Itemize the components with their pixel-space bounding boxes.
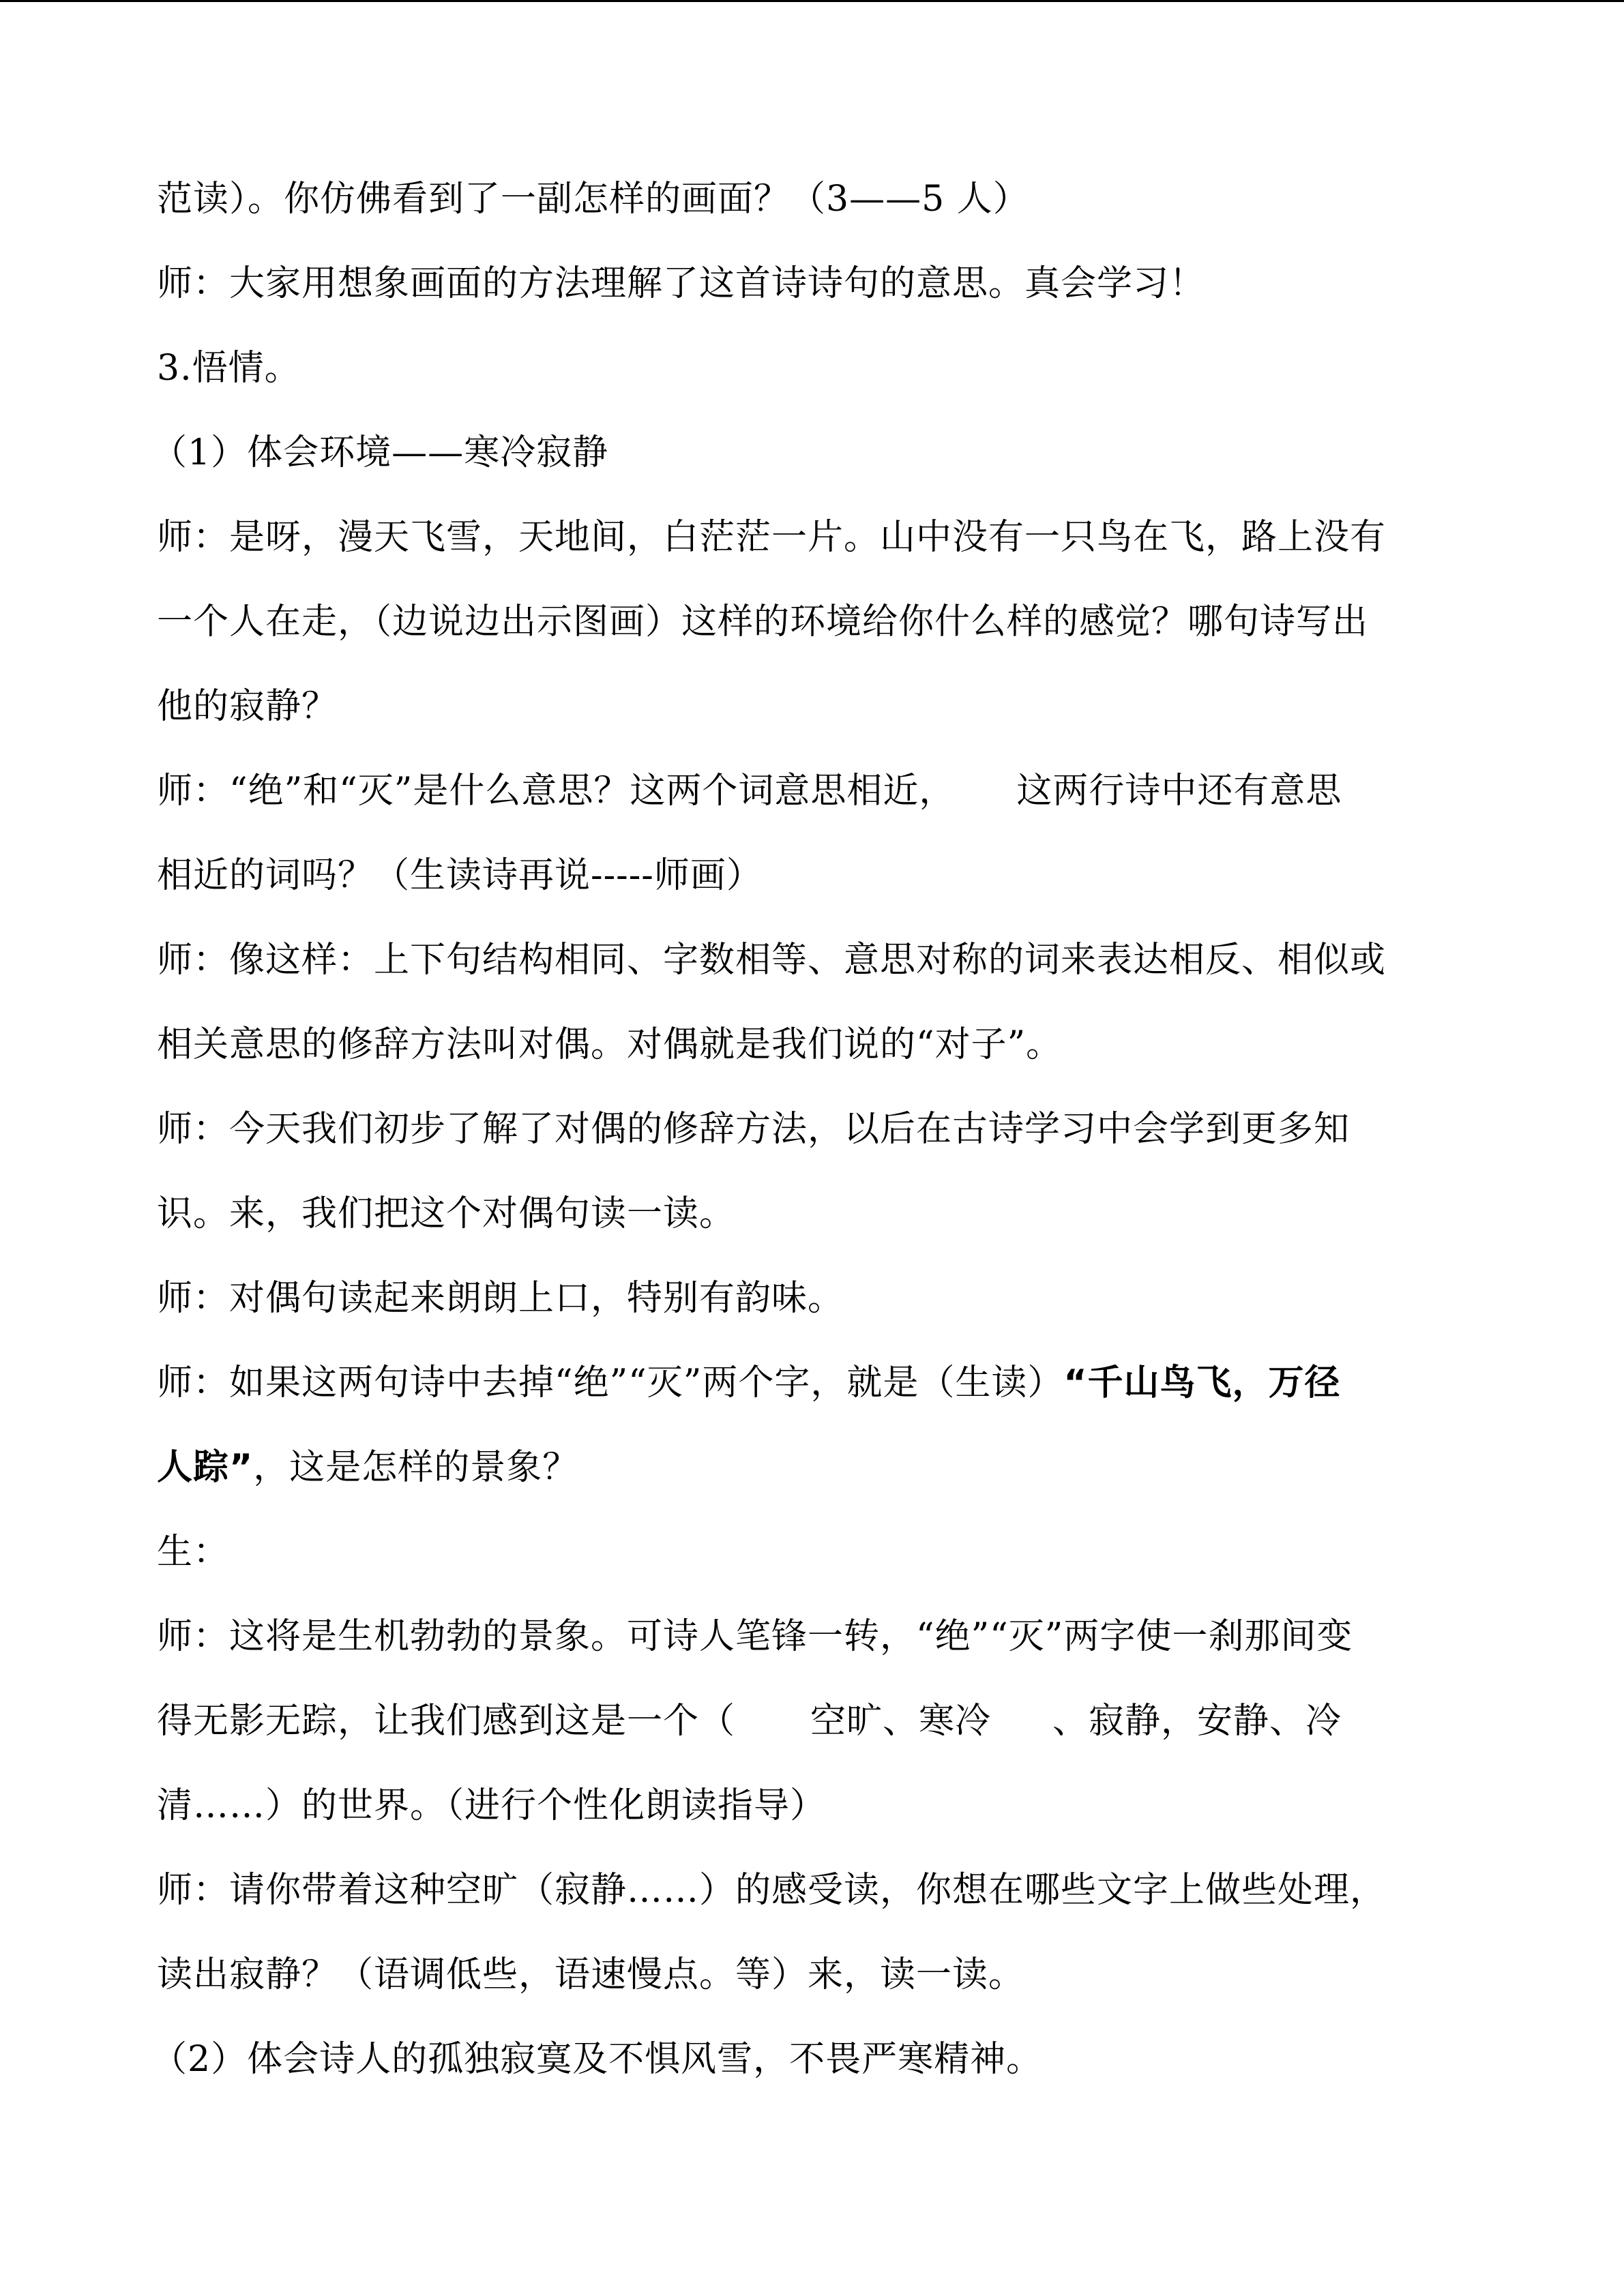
text-line: 人踪”，这是怎样的景象？ [157,1447,579,1488]
text-line: 师：如果这两句诗中去掉“绝”“灭”两个字，就是（生读）“千山鸟飞，万径 [157,1362,1341,1403]
text-line: 师：请你带着这种空旷（寂静……）的感受读，你想在哪些文字上做些处理， [157,1870,1387,1911]
text-line: 他的寂静？ [157,686,338,727]
text-line: 相关意思的修辞方法叫对偶。对偶就是我们说的“对子”。 [157,1024,1063,1065]
text-line: 读出寂静？（语调低些，语速慢点。等）来，读一读。 [157,1954,1025,1995]
text-line: 相近的词吗？（生读诗再说-----师画） [157,855,763,896]
text-line: 师：是呀，漫天飞雪，天地间，白茫茫一片。山中没有一只鸟在飞，路上没有 [157,517,1387,558]
section-heading: （2）体会诗人的孤独寂寞及不惧风雪，不畏严寒精神。 [151,2039,1043,2080]
text-line: 清……）的世界。（进行个性化朗读指导） [157,1785,827,1826]
text-line: 得无影无踪，让我们感到这是一个（ 空旷、寒冷 、寂静，安静、冷 [157,1701,1342,1742]
text-line: 师：这将是生机勃勃的景象。可诗人笔锋一转，“绝”“灭”两字使一刹那间变 [157,1616,1353,1657]
text-line: 生： [157,1532,230,1572]
text-line: 一个人在走，（边说边出示图画）这样的环境给你什么样的感觉？哪句诗写出 [157,601,1369,642]
text-line: 师：像这样：上下句结构相同、字数相等、意思对称的词来表达相反、相似或 [157,940,1387,981]
text-line: 3.悟情。 [157,348,301,389]
bold-quote: 人踪” [157,1447,254,1488]
text-line: 师：大家用想象画面的方法理解了这首诗诗句的意思。真会学习！ [157,263,1206,304]
bold-quote: “千山鸟飞，万径 [1063,1362,1341,1403]
text-line: 师：对偶句读起来朗朗上口，特别有韵味。 [157,1278,844,1319]
text-line: 识。来，我们把这个对偶句读一读。 [157,1193,736,1234]
text-line: 师：今天我们初步了解了对偶的修辞方法，以后在古诗学习中会学到更多知 [157,1109,1350,1150]
text-line: 师：“绝”和“灭”是什么意思？这两个词意思相近， 这两行诗中还有意思 [157,771,1342,811]
text-line: 范读）。你仿佛看到了一副怎样的画面？（3——5 人） [157,179,1029,220]
section-heading: （1）体会环境——寒冷寂静 [151,432,609,473]
